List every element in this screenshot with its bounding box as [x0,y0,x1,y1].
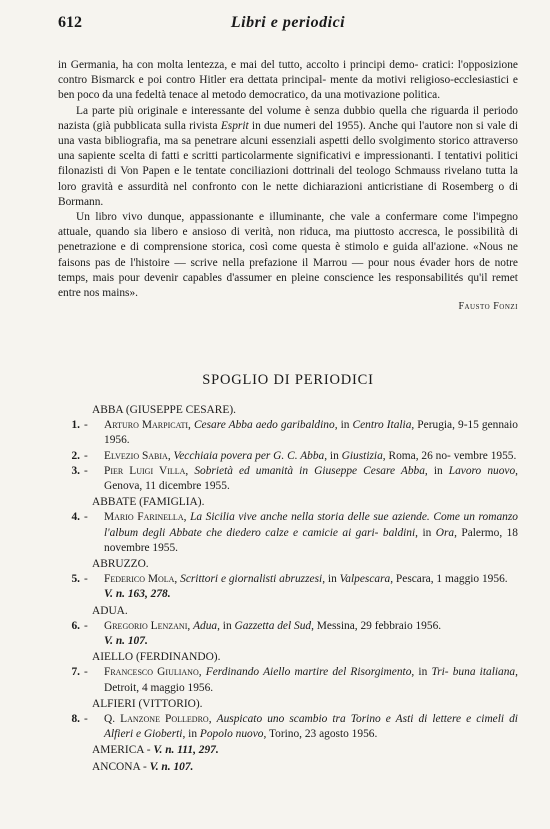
entry-text: 9-15 gennaio 1956. [104,419,518,447]
entry-title: Adua [193,619,218,632]
subject-heading [58,697,518,712]
subject-heading-text: ABBA (GIUSEPPE CESARE). [92,404,236,416]
cross-reference: V. n. 107. [104,635,148,648]
cross-reference: V. n. 111, 297. [153,744,219,757]
entry-author: Mario Farinella [104,511,184,524]
subject-heading [58,650,518,665]
entry-journal: Giustizia [341,449,383,462]
entry-text: , in [424,464,449,477]
entry-number: 8. [71,713,80,726]
entry-text: , Torino, 23 agosto 1956. [263,728,378,741]
entry-title: Vecchiaia povera per G. C. Abba [173,449,325,462]
entry-text: 1 maggio 1956. [436,573,508,586]
entry-dash: - [84,713,88,726]
running-title: Libri e periodici [230,14,346,31]
page-number: 612 [58,14,82,31]
entry-dash: - [84,419,88,432]
entry-author: Francesco Giuliano [104,666,199,679]
entry-text: , in [324,449,342,462]
subject-heading-text: ADUA. [92,604,128,617]
entry-text: , Palermo, 18 novembre 1955. [104,526,518,554]
entry-number: 3. [71,464,80,477]
bibliography-entry: 1. - Arturo Marpicati, Cesare Abba aedo garibaldino, in Centro Italia, Perugia, 9-15 gennaio 1956. [58,418,518,448]
review-signature: Fausto Fonzi [458,301,518,313]
entry-author: Arturo Marpicati [104,419,189,432]
entry-text: , in [334,419,353,432]
entry-title: Sobrietà ed umanità in Giuseppe Cesare Abba [194,464,425,477]
entry-text: , in [322,573,340,586]
entry-text: vembre 1955. [453,449,517,462]
entry-title: baldini [382,526,416,539]
cross-reference: V. n. 107. [149,760,194,773]
entry-dash: - [84,573,88,586]
entry-title: La Sicilia vive anche nella storia delle sue aziende. Come [190,511,460,524]
bibliography-entry: 5. - Federico Mola, Scrittori e giornalisti abruzzesi, in Valpescara, Pescara, 1 maggio 1956. [58,572,518,587]
entry-author: Gregorio Lenzani [104,619,188,632]
periodicals-list [58,402,518,775]
entry-dash: - [84,619,88,632]
entry-title: Ferdinando Aiello martire del Risorgimento [205,666,412,679]
entry-journal: Ora [435,526,455,539]
bibliography-entry: 2. - Elvezio Sabia, Vecchiaia povera per G. C. Abba, in Giustizia, Roma, 26 no- vembre 1955. [58,449,518,464]
entry-text: , Pescara, [390,573,434,586]
bibliography-entry: 7. - Francesco Giuliano, Ferdinando Aiello martire del Risorgimento, in Tri- buna italiana, Detroit, 4 maggio 1956. [58,665,518,695]
entry-number: 7. [71,666,80,679]
entry-title: Scrittori e giornalisti abruzzesi [180,573,323,586]
paragraph: in Germania, ha con molta lentezza, e mai del tutto, accolto i principi demo- cratici: l'opposizione contro Bismarck e poi contro Hitler era dettata principal- mente da motivi religioso-ecclesiastici e ben poco da una fedeltà tenace al metodo democratico, da una motivazione politica. [58,59,518,102]
entry-author: Pier Luigi Villa [104,464,186,477]
cross-reference: V. n. 163, 278. [104,588,171,601]
entry-dash: - [84,666,88,679]
subject-heading [58,743,518,758]
subject-heading [58,604,518,619]
subject-heading [58,495,518,510]
entry-journal: nuovo [487,464,516,477]
paragraph: Un libro vivo dunque, appassionante e illuminante, che vale a confermare come l'impegno attuale, quando sia libero e ansioso di verità, non riduca, ma piuttosto accresca, le possibilità di penetrazione e di comprensione storica, così come questa è stimolo e guida all'azione. «Nous ne faisons pas de l'histoire — scrive nella prefazione il Marrou — pour nous évader hors de notre temps, mais pour devenir capables d'assumer en pleine conscience les responsabilités qu'il remet entre nos mains». [58,211,519,300]
section-title: SPOGLIO DI PERIODICI [202,372,374,388]
bibliography-entry: 6. - Gregorio Lenzani, Adua, in Gazzetta del Sud, Messina, 29 febbraio 1956. [58,619,518,634]
subject-heading-text: ABBATE (FAMIGLIA). [92,496,205,509]
entry-author: Federico Mola [104,573,175,586]
entry-text: , Detroit, 4 maggio 1956. [104,666,518,694]
entry-journal: Valpescara [339,573,391,586]
entry-journal: Centro Italia [352,419,412,432]
entry-dash: - [84,511,88,524]
review-text [58,58,518,314]
entry-text: , in [182,728,200,741]
subject-heading [58,760,518,775]
entry-journal: Lavoro [448,464,482,477]
running-header [58,14,518,36]
paragraph: La parte più originale e interessante del volume è senza dubbio quella che riguarda il periodo nazista (già pubblicata sulla rivista Esprit in due numeri del 1955). Anche qui l'autore non si vale di una vasta bibliografia, ma sa penetrare alcuni essenziali aspetti dello svolgimento storico attraverso una sapiente scelta di fatti e scritti particolarmente significativi e impressionanti. I tentativi politici filonazisti di Von Papen e le tentate conciliazioni dottrinali del teologo Schmauss rivelano tutta la loro gravità e assurdità nel confronto con le nette dichiarazioni anticristiane di Rosemberg o di Bormann. [58,104,519,208]
entry-title: Cesare Abba aedo garibaldino [193,419,335,432]
subject-heading-text: AMERICA - [92,744,154,757]
subject-heading-text: ABRUZZO. [92,558,149,571]
entry-text: , Messina, 29 febbraio 1956. [311,619,442,632]
entry-title: un romanzo l'album degli Abbate che diedero calze e camicie ai gari- [104,511,518,539]
entry-text: , Roma, 26 no- [382,449,451,462]
entry-journal: Gazzetta del Sud [234,619,312,632]
entry-text: , in [217,619,235,632]
entry-title: e cimeli di Alfieri e Gioberti [104,713,518,741]
subject-heading-text: ANCONA - [92,760,150,773]
subject-heading-text: AIELLO (FERDINANDO). [92,651,221,664]
entry-number: 5. [71,573,80,586]
subject-heading-text: ALFIERI (VITTORIO). [92,697,203,710]
entry-journal: buna italiana [452,666,516,679]
entry-author: Elvezio Sabia [104,449,168,462]
entry-text: , Genova, 11 dicembre 1955. [104,464,519,493]
entry-dash: - [84,464,88,477]
bibliography-entry: 8. - Q. Lanzone Polledro, Auspicato uno scambio tra Torino e Asti di lettere e cimeli di Alfieri e Gioberti, in Popolo nuovo, Torino, 23 agosto 1956. [58,712,518,742]
entry-text: , in [415,526,436,539]
entry-number: 1. [71,419,80,432]
bibliography-entry: 4. - Mario Farinella, La Sicilia vive anche nella storia delle sue aziende. Come un romanzo l'album degli Abbate che diedero calze e camicie ai gari- baldini, in Ora, Palermo, 18 novembre 1955. [58,510,518,556]
entry-number: 6. [71,619,80,632]
entry-text: , Perugia, [411,419,455,432]
entry-number: 4. [71,511,80,524]
entry-journal: Popolo nuovo [199,728,264,741]
entry-title: Auspicato uno scambio tra Torino e Asti di lettere [216,713,462,726]
entry-author: Q. Lanzone Polledro [104,713,209,726]
entry-text: , in [411,666,432,679]
subject-heading [58,557,518,572]
entry-journal: Tri- [431,666,449,679]
subject-heading [58,403,518,418]
bibliography-entry: 3. - Pier Luigi Villa, Sobrietà ed umanità in Giuseppe Cesare Abba, in Lavoro nuovo, Genova, 11 dicembre 1955. [58,464,518,494]
entry-number: 2. [71,449,80,462]
entry-dash: - [84,449,88,462]
